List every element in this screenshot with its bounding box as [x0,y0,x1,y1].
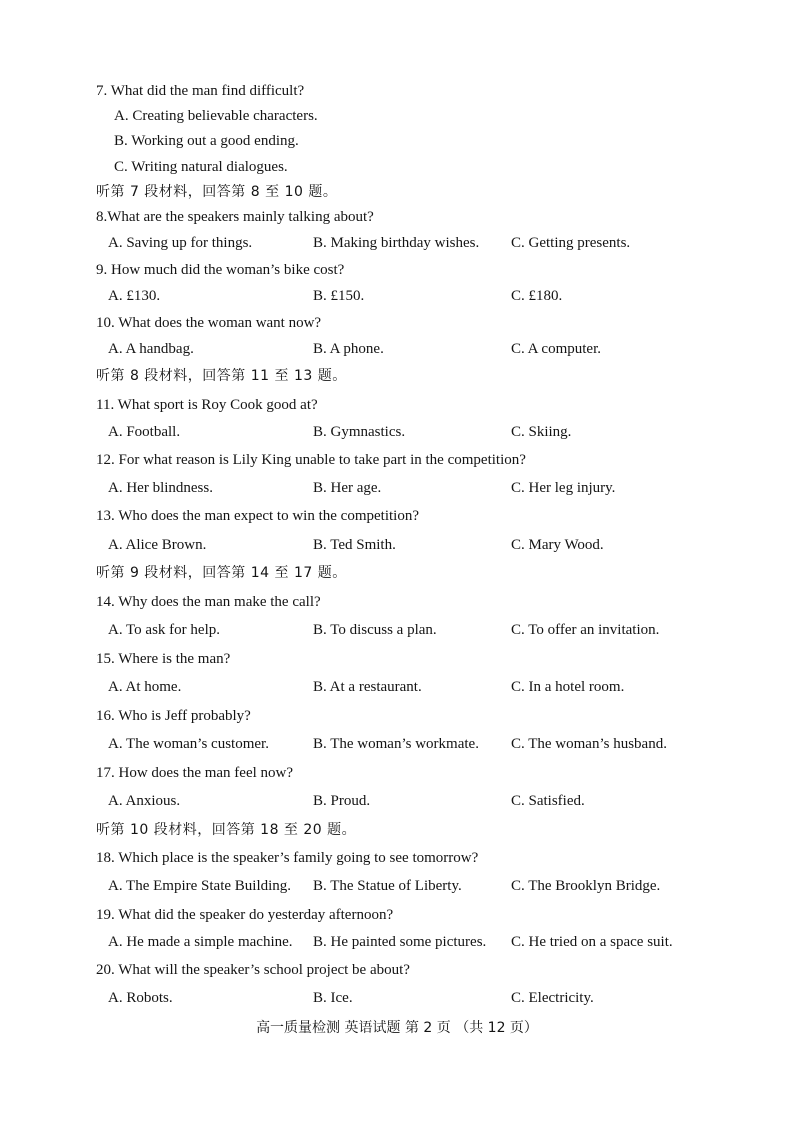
question-18-option-a: A. The Empire State Building. [108,878,292,894]
question-7-option-c: C. Writing natural dialogues. [114,159,288,175]
question-13-option-b: B. Ted Smith. [313,537,396,553]
section-heading-10: 听第 10 段材料，回答第 18 至 20 题。 [96,822,357,838]
question-14-option-b: B. To discuss a plan. [313,622,437,638]
question-12: 12. For what reason is Lily King unable to take part in the competition? [96,452,526,468]
question-17-options [0,791,794,811]
question-12-options [0,478,794,498]
question-15-option-b: B. At a restaurant. [313,679,422,695]
question-14-options [0,620,794,640]
question-16-option-a: A. The woman’s customer. [108,736,269,752]
question-12-option-c: C. Her leg injury. [511,480,616,496]
question-8-option-b: B. Making birthday wishes. [313,235,480,251]
question-16-option-b: B. The woman’s workmate. [313,736,479,752]
question-12-option-a: A. Her blindness. [108,480,213,496]
question-17-option-c: C. Satisfied. [511,793,585,809]
question-20-option-c: C. Electricity. [511,990,594,1006]
question-11: 11. What sport is Roy Cook good at? [96,397,318,413]
question-10-option-b: B. A phone. [313,341,384,357]
question-13-option-a: A. Alice Brown. [108,537,207,553]
question-17-option-b: B. Proud. [313,793,371,809]
question-20-options [0,988,794,1008]
question-14-option-a: A. To ask for help. [108,622,220,638]
question-20-option-a: A. Robots. [108,990,173,1006]
question-10-option-c: C. A computer. [511,341,601,357]
question-7-option-a: A. Creating believable characters. [114,108,318,124]
question-18: 18. Which place is the speaker’s family going to see tomorrow? [96,850,479,866]
question-19-option-b: B. He painted some pictures. [313,934,487,950]
section-heading-9: 听第 9 段材料，回答第 14 至 17 题。 [96,565,347,581]
question-11-option-b: B. Gymnastics. [313,424,406,440]
question-8-option-c: C. Getting presents. [511,235,631,251]
question-13-options [0,535,794,555]
section-heading-8: 听第 8 段材料，回答第 11 至 13 题。 [96,368,347,384]
question-9: 9. How much did the woman’s bike cost? [96,262,345,278]
question-13: 13. Who does the man expect to win the competition? [96,508,419,524]
question-11-options [0,422,794,442]
question-10-option-a: A. A handbag. [108,341,194,357]
question-16-options [0,734,794,754]
question-19-option-c: C. He tried on a space suit. [511,934,673,950]
question-8: 8.What are the speakers mainly talking about? [96,209,374,225]
question-16: 16. Who is Jeff probably? [96,708,251,724]
question-17: 17. How does the man feel now? [96,765,294,781]
question-15-option-a: A. At home. [108,679,182,695]
question-10-options [0,339,794,359]
question-11-option-c: C. Skiing. [511,424,572,440]
question-20-option-b: B. Ice. [313,990,353,1006]
section-heading-7: 听第 7 段材料，回答第 8 至 10 题。 [96,184,338,200]
question-9-option-c: C. £180. [511,288,563,304]
question-7: 7. What did the man find difficult? [96,83,305,99]
question-9-option-b: B. £150. [313,288,365,304]
question-20: 20. What will the speaker’s school project be about? [96,962,410,978]
question-9-options [0,286,794,306]
question-18-option-c: C. The Brooklyn Bridge. [511,878,661,894]
question-15-options [0,677,794,697]
page-footer: 高一质量检测 英语试题 第 2 页 （共 12 页） [256,1020,538,1036]
question-17-option-a: A. Anxious. [108,793,181,809]
question-9-option-a: A. £130. [108,288,161,304]
question-7-option-b: B. Working out a good ending. [114,133,299,149]
question-13-option-c: C. Mary Wood. [511,537,604,553]
question-15-option-c: C. In a hotel room. [511,679,625,695]
question-14-option-c: C. To offer an invitation. [511,622,660,638]
question-18-options [0,876,794,896]
question-11-option-a: A. Football. [108,424,181,440]
question-14: 14. Why does the man make the call? [96,594,321,610]
question-10: 10. What does the woman want now? [96,315,322,331]
question-8-option-a: A. Saving up for things. [108,235,253,251]
question-15: 15. Where is the man? [96,651,231,667]
question-19-options [0,932,794,952]
question-12-option-b: B. Her age. [313,480,382,496]
question-19: 19. What did the speaker do yesterday afternoon? [96,907,394,923]
question-8-options [0,233,794,253]
question-16-option-c: C. The woman’s husband. [511,736,667,752]
question-19-option-a: A. He made a simple machine. [108,934,293,950]
question-18-option-b: B. The Statue of Liberty. [313,878,462,894]
